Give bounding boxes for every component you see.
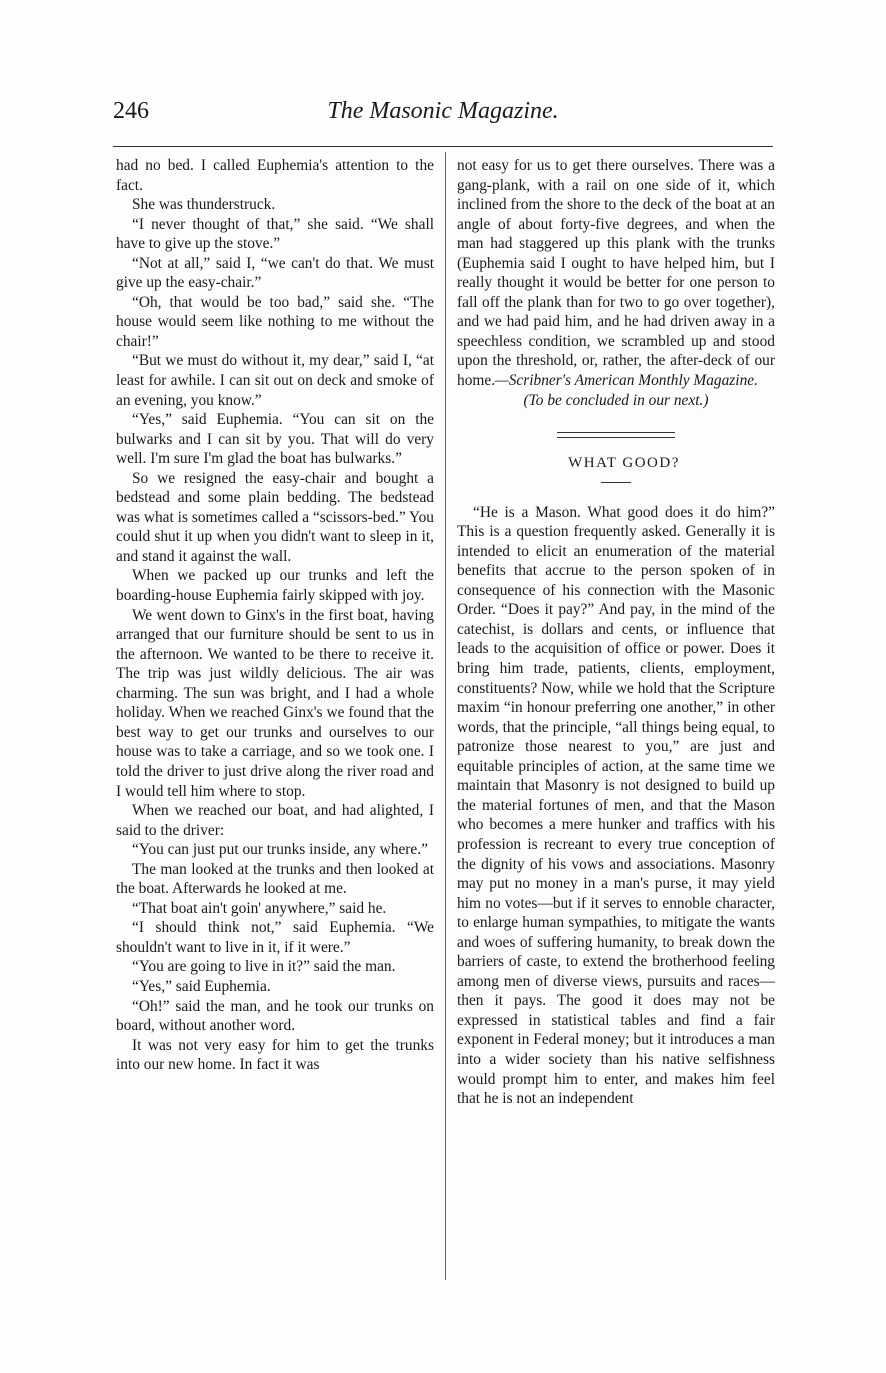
paragraph: “You are going to live in it?” said the man.	[132, 958, 396, 976]
paragraph: We went down to Ginx's in the first boat, having arranged that our furniture should be sent to us in the afternoon. We wanted to be there to receive it. The trip was just wildly delicious. The air was charming. The sun was bright, and I had a whole holiday. When we reached Ginx's we found that the best way to get our trunks and ourselves to our house was to take a carriage, and so we took one. I told the driver to just drive along the river road and I would tell him where to stop.	[116, 606, 434, 800]
section-title: WHAT GOOD?	[568, 455, 680, 472]
paragraph: “Yes,” said Euphemia. “You can sit on the bulwarks and I can sit by you. That will do very well. I'm sure I'm glad the boat has bulwarks.”	[116, 411, 434, 468]
source-credit: —Scribner's American Monthly Magazine.	[495, 372, 758, 390]
header-rule	[113, 146, 773, 147]
column-divider	[445, 152, 446, 1280]
paragraph: “I should think not,” said Euphemia. “We shouldn't want to live in it, if it were.”	[116, 919, 434, 956]
page-header	[113, 98, 773, 134]
to-be-concluded-note: (To be concluded in our next.)	[523, 391, 709, 409]
paragraph: “Not at all,” said I, “we can't do that. We must give up the easy-chair.”	[116, 254, 434, 292]
paragraph: “I never thought of that,” she said. “We shall have to give up the stove.”	[116, 215, 434, 253]
running-title: The Masonic Magazine.	[327, 98, 559, 124]
right-column	[457, 156, 775, 1109]
paragraph: When we packed up our trunks and left the boarding-house Euphemia fairly skipped with joy.	[116, 567, 434, 605]
paragraph: When we reached our boat, and had alighted, I said to the driver:	[116, 802, 434, 839]
paragraph: The man looked at the trunks and then looked at the boat. Afterwards he looked at me.	[116, 860, 434, 898]
title-rule	[601, 482, 631, 483]
section-divider	[557, 432, 675, 438]
paragraph: “Yes,” said Euphemia.	[132, 977, 271, 995]
paragraph: So we resigned the easy-chair and bought a bedstead and some plain bedding. The bedstead was what is sometimes called a “scissors-bed.” You could shut it up when you didn't want to sleep in it, and stand it against the wall.	[116, 469, 434, 565]
paragraph: “Oh!” said the man, and he took our trunks on board, without another word.	[116, 997, 434, 1035]
left-column	[116, 156, 434, 1075]
paragraph: had no bed. I called Euphemia's attention to the fact.	[116, 157, 434, 194]
paragraph: She was thunderstruck.	[132, 196, 276, 214]
section-paragraph: “He is a Mason. What good does it do him?” This is a question frequently asked. Generally it is intended to elicit an enumeration of the material benefits that accrue to the person spoken of in consequence of his connection with the Masonic Order. “Does it pay?” And pay, in the mind of the catechist, is dollars and cents, or influence that leads to the acquisition of office or power. Does it bring him trade, patients, clients, employment, constituents? Now, while we hold that the Scripture maxim “in honour preferring one another,” in other words, that the principle, “all things being equal, to patronize those nearest to you,” are just and equitable principles of action, at the same time we maintain that Masonry is not designed to build up the material fortunes of men, and that the Mason who becomes a mere hunker and traffics with his profession is recreant to every true conception of the dignity of his vows and associations. Masonry may put no money in a man's purse, it may yield him no votes—but if it serves to ennoble character, to enlarge human sympathies, to mitigate the wants and woes of suffering humanity, to break down the barriers of caste, to extend the brotherhood feeling among men of diverse views, pursuits and races—then it pays. The good it does may not be expressed in statistical tables and find a fair exponent in Federal money; but it introduces a man into a wider society than his native selfishness would prompt him to enter, and makes him feel that he is not an independent	[457, 503, 775, 1108]
paragraph: “That boat ain't goin' anywhere,” said he.	[132, 899, 387, 917]
paragraph: “You can just put our trunks inside, any where.”	[132, 841, 428, 859]
paragraph: “But we must do without it, my dear,” said I, “at least for awhile. I can sit out on deck and smoke of an evening, you know.”	[116, 352, 434, 409]
page-number: 246	[113, 98, 149, 124]
continuation-paragraph	[457, 156, 775, 391]
paragraph: It was not very easy for him to get the trunks into our new home. In fact it was	[116, 1036, 434, 1074]
paragraph: “Oh, that would be too bad,” said she. “The house would seem like nothing to me without the chair!”	[116, 293, 434, 350]
continuation-text: not easy for us to get there ourselves. There was a gang-plank, with a rail on one side of it, which inclined from the shore to the deck of the boat at an angle of about forty-five degrees, and when the man had staggered up this plank with the trunks (Euphemia said I ought to have helped him, but I really thought it would be better for one person to fall off the plank than for two to go over together), and we had paid him, and he had driven away in a speechless condition, we scrambled up and stood upon the threshold, or, rather, the after-deck of our home.	[457, 157, 775, 390]
